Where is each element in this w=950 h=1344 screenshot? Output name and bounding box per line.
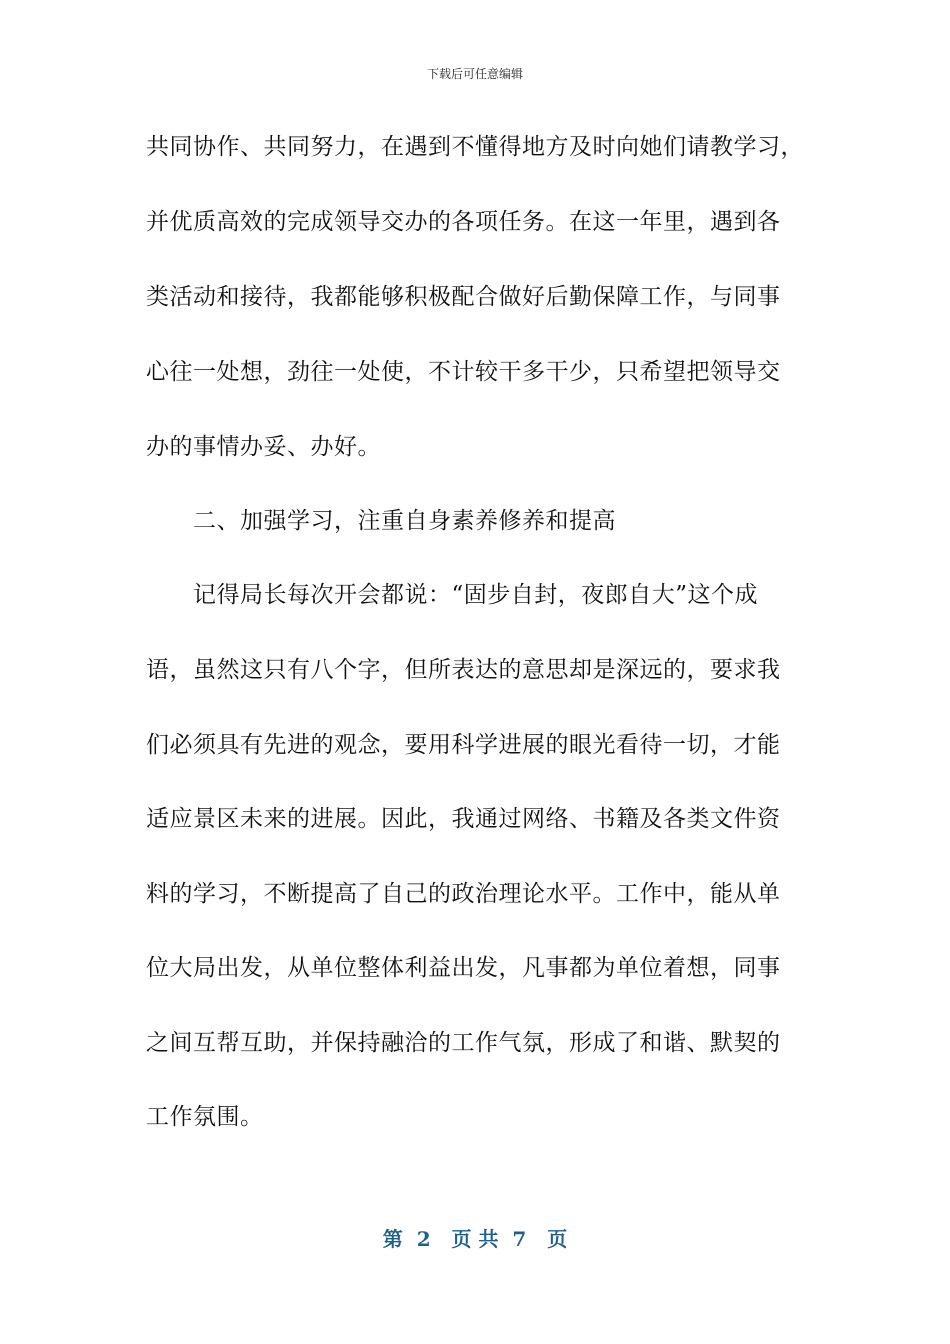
body-line: 记得局长每次开会都说：“固步自封，夜郎自大”这个成 bbox=[193, 582, 759, 608]
body-line: 料的学习，不断提高了自己的政治理论水平。工作中，能从单 bbox=[146, 881, 781, 907]
page-number-footer: 第 2 页 共 7 页 bbox=[382, 1227, 568, 1251]
body-line: 共同协作、共同努力，在遇到不懂得地方及时向她们请教学习， bbox=[146, 134, 804, 160]
body-line: 类活动和接待，我都能够积极配合做好后勤保障工作，与同事 bbox=[146, 284, 781, 310]
body-line: 办的事情办妥、办好。 bbox=[146, 434, 381, 460]
body-line: 们必须具有先进的观念，要用科学进展的眼光看待一切，才能 bbox=[146, 732, 781, 758]
section-heading: 二、加强学习，注重自身素养修养和提高 bbox=[193, 508, 616, 534]
body-line: 语，虽然这只有八个字，但所表达的意思却是深远的，要求我 bbox=[146, 657, 781, 683]
body-line: 位大局出发，从单位整体利益出发，凡事都为单位着想，同事 bbox=[146, 955, 781, 981]
body-line: 工作氛围。 bbox=[146, 1104, 264, 1130]
body-line: 并优质高效的完成领导交办的各项任务。在这一年里，遇到各 bbox=[146, 209, 781, 235]
body-line: 之间互帮互助，并保持融洽的工作气氛，形成了和谐、默契的 bbox=[146, 1030, 781, 1056]
body-line: 心往一处想，劲往一处使，不计较干多干少，只希望把领导交 bbox=[146, 359, 781, 385]
body-line: 适应景区未来的进展。因此，我通过网络、书籍及各类文件资 bbox=[146, 806, 781, 832]
page-header: 下载后可任意编辑 bbox=[426, 67, 523, 81]
